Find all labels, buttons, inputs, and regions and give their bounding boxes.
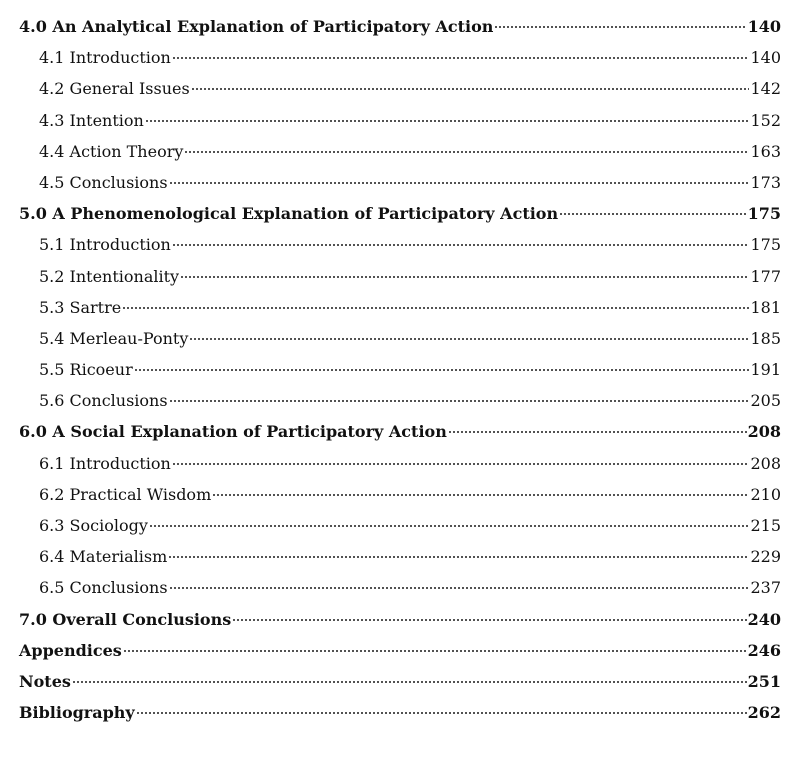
toc-entry-title: 5.0 A Phenomenological Explanation of Participatory Action [19, 204, 559, 224]
toc-entry-page: 175 [747, 204, 781, 224]
dot-leader [169, 182, 750, 184]
toc-entry-title: Bibliography [19, 703, 135, 723]
dot-leader [134, 369, 750, 371]
toc-entry-5-2[interactable] [19, 261, 781, 292]
toc-entry-page: 237 [750, 578, 781, 598]
toc-entry-4-3[interactable] [19, 105, 781, 136]
toc-entry-page: 177 [750, 266, 781, 286]
toc-entry-4-2[interactable] [19, 73, 781, 104]
toc-entry-page: 215 [750, 516, 781, 535]
toc-entry-5-5[interactable] [19, 354, 781, 385]
toc-entry-title: 4.3 Intention [39, 110, 144, 130]
toc-entry-title: 5.1 Introduction [39, 235, 171, 255]
toc-entry-title: 6.4 Materialism [39, 547, 168, 567]
toc-entry-page: 205 [750, 391, 781, 411]
toc-entry-page: 191 [750, 360, 781, 380]
dot-leader [172, 463, 750, 465]
toc-entry-title: 5.2 Intentionality [39, 266, 180, 286]
dot-leader [172, 244, 750, 246]
toc-entry-page: 229 [750, 547, 781, 567]
toc-entry-4-5[interactable] [19, 167, 781, 198]
toc-entry-page: 152 [750, 110, 781, 130]
toc-entry-5-3[interactable] [19, 292, 781, 323]
table-of-contents [19, 11, 781, 728]
toc-entry-chapter-4[interactable] [19, 11, 781, 42]
toc-entry-6-1[interactable] [19, 448, 781, 479]
toc-entry-notes[interactable] [19, 666, 781, 697]
toc-entry-6-4[interactable] [19, 541, 781, 572]
dot-leader [559, 213, 747, 215]
dot-leader [72, 681, 747, 683]
dot-leader [168, 556, 749, 558]
dot-leader [145, 120, 750, 122]
toc-entry-page: 262 [747, 703, 781, 723]
toc-entry-page: 240 [747, 609, 781, 629]
dot-leader [191, 88, 750, 90]
toc-entry-title: 5.4 Merleau-Ponty [39, 328, 189, 348]
toc-entry-bibliography[interactable] [19, 697, 781, 728]
dot-leader [189, 338, 749, 340]
toc-entry-page: 142 [750, 79, 781, 99]
toc-entry-title: 5.3 Sartre [39, 297, 122, 317]
dot-leader [184, 151, 749, 153]
toc-entry-5-4[interactable] [19, 323, 781, 354]
dot-leader [123, 650, 747, 652]
dot-leader [448, 431, 747, 433]
dot-leader [122, 307, 749, 309]
toc-entry-title: 4.1 Introduction [39, 48, 171, 68]
toc-entry-chapter-5[interactable] [19, 198, 781, 229]
toc-entry-title: 5.6 Conclusions [39, 391, 168, 411]
toc-entry-4-4[interactable] [19, 136, 781, 167]
toc-entry-page: 210 [750, 484, 781, 504]
toc-entry-6-5[interactable] [19, 572, 781, 603]
toc-entry-title: Notes [19, 671, 71, 691]
toc-entry-title: 6.2 Practical Wisdom [39, 484, 212, 504]
toc-entry-6-2[interactable] [19, 479, 781, 510]
toc-entry-title: 6.1 Introduction [39, 453, 171, 473]
toc-entry-page: 140 [750, 48, 781, 68]
toc-entry-title: 6.5 Conclusions [39, 578, 168, 598]
dot-leader [180, 276, 749, 278]
toc-entry-5-6[interactable] [19, 385, 781, 416]
toc-entry-page: 163 [750, 141, 781, 161]
toc-entry-title: 6.3 Sociology [39, 516, 148, 535]
toc-entry-page: 173 [750, 172, 781, 192]
toc-entry-title: 7.0 Overall Conclusions [19, 609, 232, 629]
toc-entry-title: 5.5 Ricoeur [39, 360, 133, 380]
toc-entry-chapter-7[interactable] [19, 604, 781, 635]
toc-entry-page: 185 [750, 328, 781, 348]
toc-entry-page: 208 [750, 453, 781, 473]
toc-entry-title: 4.4 Action Theory [39, 141, 184, 161]
dot-leader [169, 400, 750, 402]
toc-entry-page: 175 [750, 235, 781, 255]
dot-leader [212, 494, 749, 496]
toc-entry-6-3[interactable] [19, 510, 781, 541]
toc-entry-page: 208 [747, 422, 781, 442]
dot-leader [149, 525, 750, 527]
toc-entry-page: 181 [750, 297, 781, 317]
toc-entry-4-1[interactable] [19, 42, 781, 73]
toc-entry-title: Appendices [19, 640, 122, 660]
toc-entry-title: 6.0 A Social Explanation of Participatory Action [19, 422, 447, 442]
toc-entry-page: 251 [747, 671, 781, 691]
toc-entry-title: 4.5 Conclusions [39, 172, 168, 192]
toc-entry-5-1[interactable] [19, 229, 781, 260]
toc-entry-title: 4.2 General Issues [39, 79, 190, 99]
dot-leader [232, 619, 746, 621]
toc-entry-title: 4.0 An Analytical Explanation of Participatory Action [19, 17, 494, 36]
dot-leader [172, 57, 750, 59]
dot-leader [136, 712, 747, 714]
toc-entry-page: 246 [747, 640, 781, 660]
toc-entry-page: 140 [747, 17, 781, 36]
dot-leader [169, 587, 750, 589]
toc-entry-chapter-6[interactable] [19, 416, 781, 447]
dot-leader [494, 26, 746, 28]
toc-entry-appendices[interactable] [19, 635, 781, 666]
